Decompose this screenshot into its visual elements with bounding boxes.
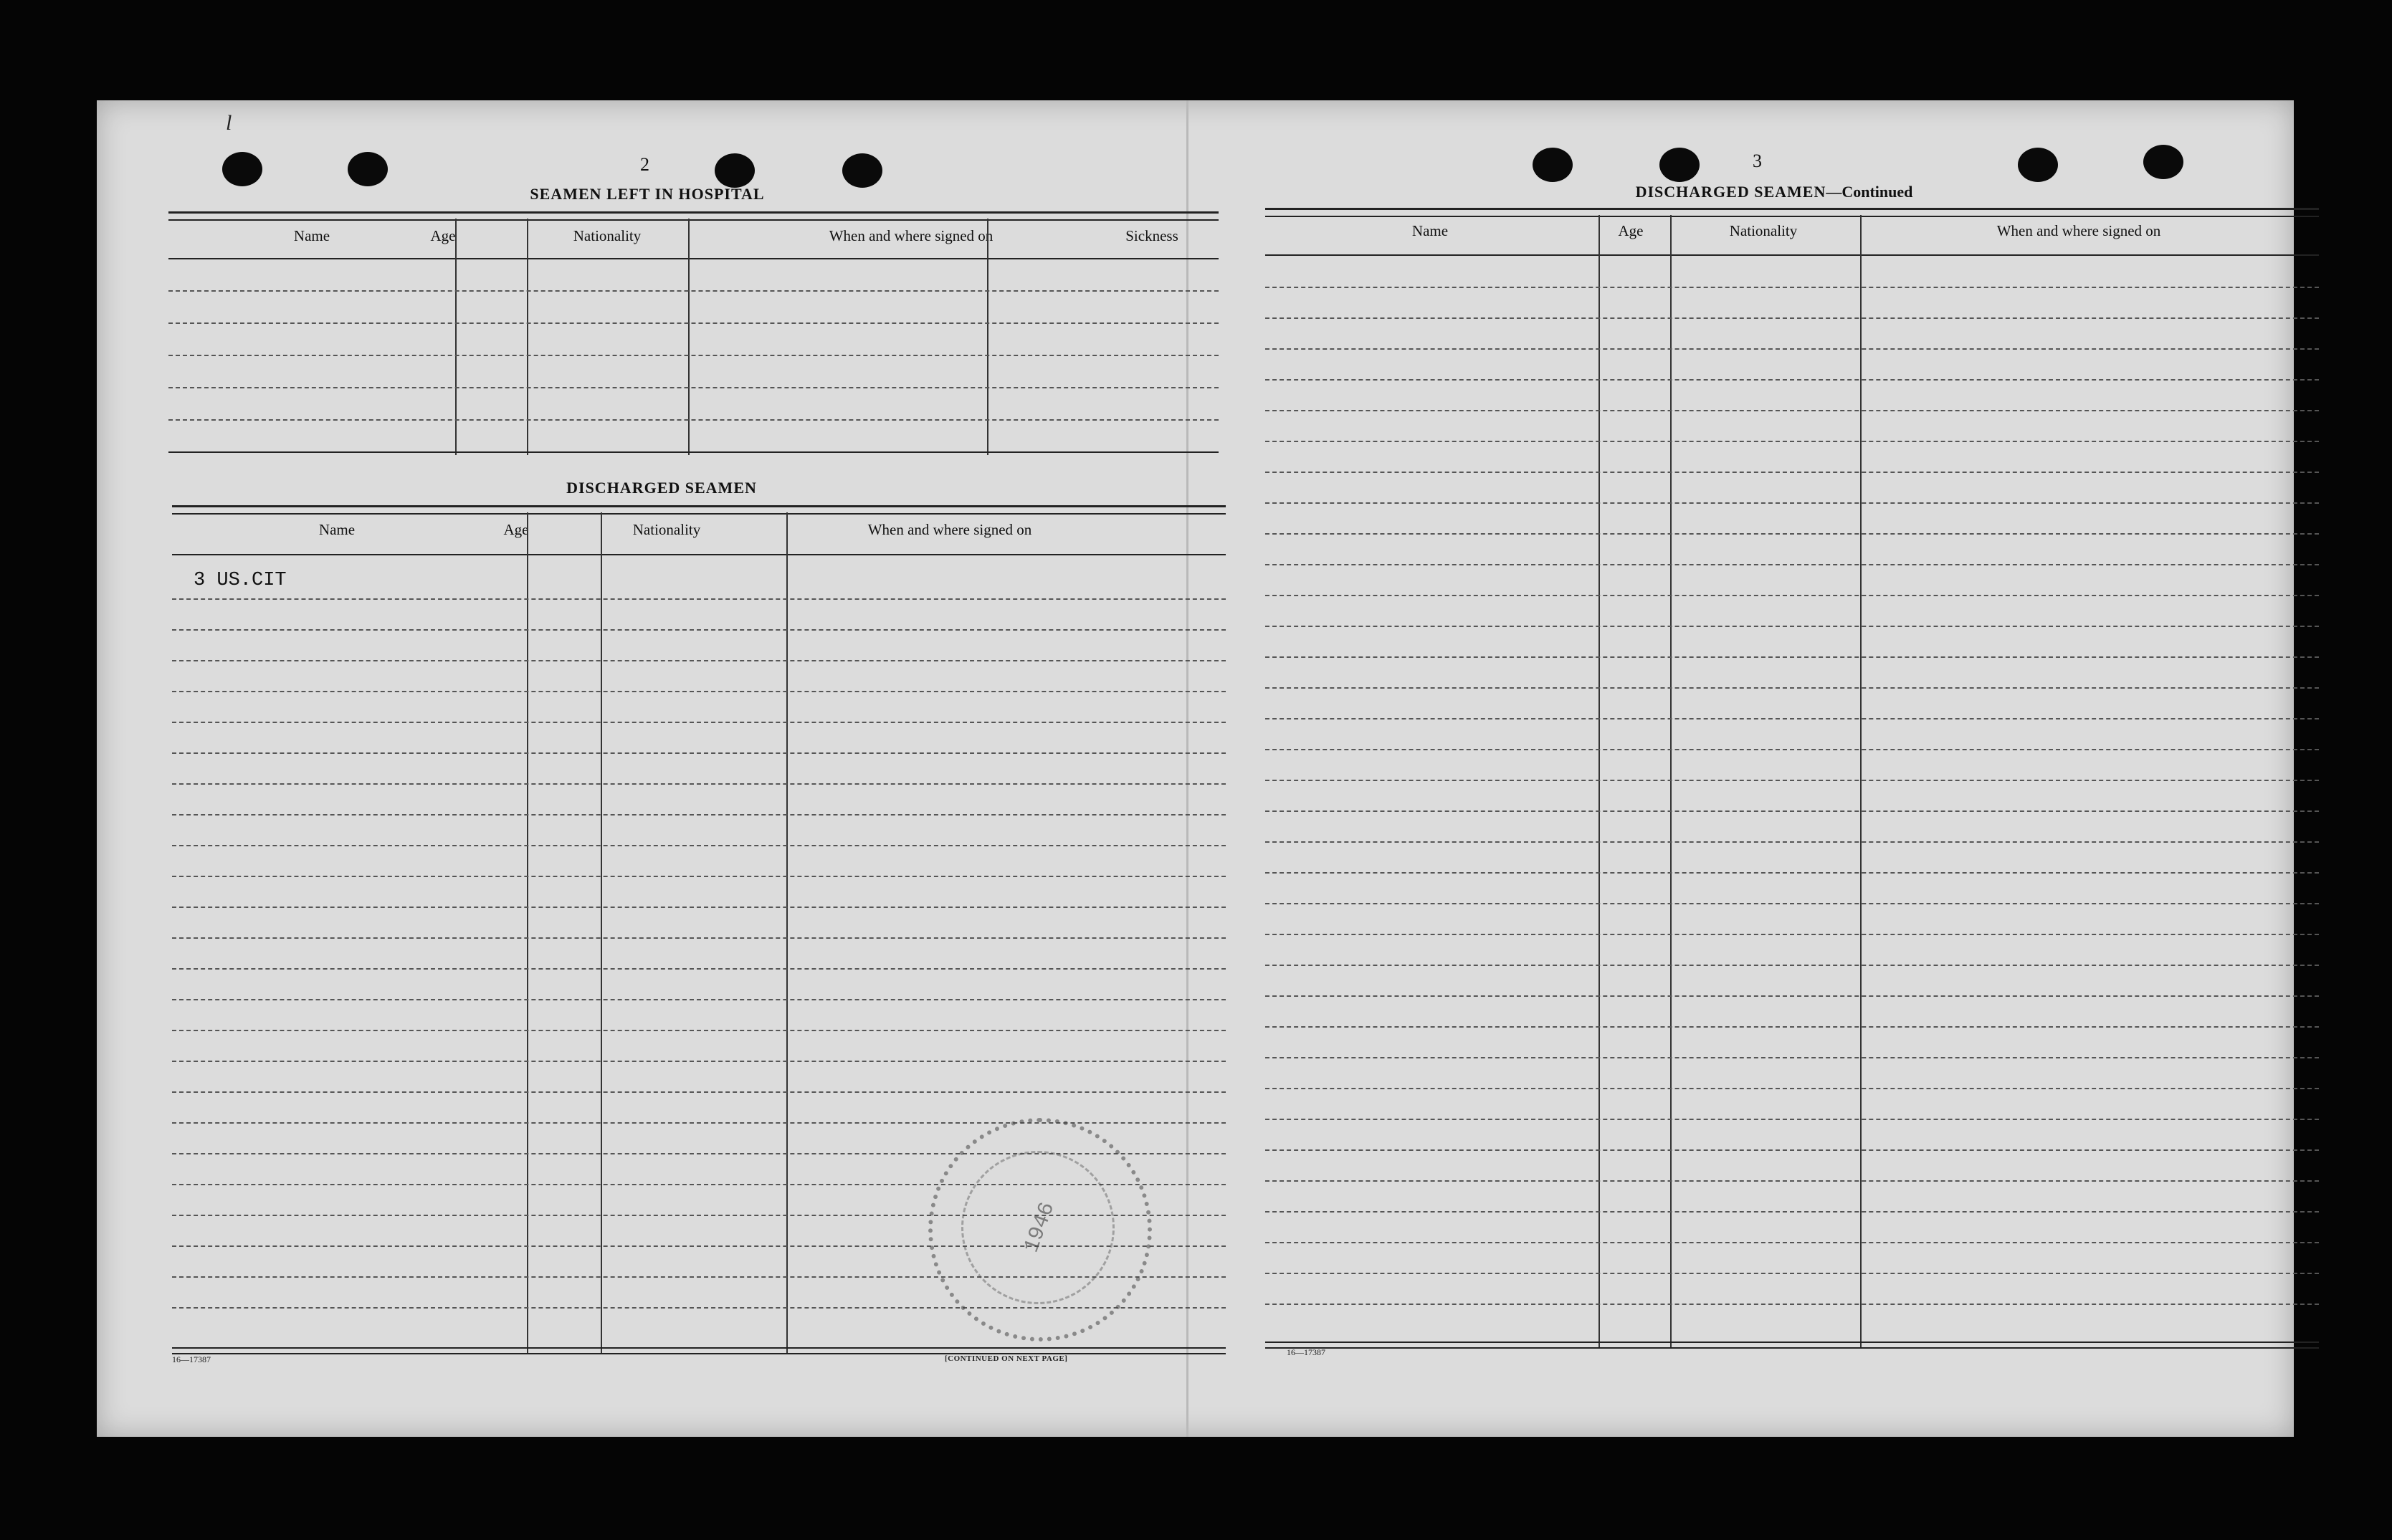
table-row [1265, 1026, 2319, 1028]
discharged-continued-table [1265, 208, 2319, 1354]
table-row [168, 387, 1219, 388]
table-row [172, 937, 1226, 939]
table-row [1265, 841, 2319, 843]
table-row [1265, 626, 2319, 627]
table-row [1265, 287, 2319, 288]
column-divider [786, 512, 788, 1354]
table-row [1265, 687, 2319, 689]
column-divider [1598, 215, 1600, 1347]
table-row [1265, 903, 2319, 904]
table-row [172, 660, 1226, 661]
table-row [1265, 1180, 2319, 1182]
table-row [1265, 472, 2319, 473]
col-header-name: Name [1411, 222, 1449, 239]
page-number-right: 3 [1753, 150, 1762, 171]
col-header-nationality: Nationality [573, 227, 642, 244]
col-header-age: Age [503, 521, 529, 538]
discharged-entry-name: 3 US.CIT [194, 570, 287, 591]
table-row [1265, 1149, 2319, 1151]
punch-hole [715, 153, 755, 188]
table-row [168, 419, 1219, 421]
table-row [172, 783, 1226, 785]
table-bottom-rule [168, 451, 1219, 453]
corner-handwritten-mark: l [226, 111, 232, 135]
table-top-rule [1265, 208, 2319, 217]
postmark-text: 1946 [1019, 1199, 1061, 1256]
table-top-rule [168, 211, 1219, 221]
col-header-signed-on: When and where signed on [829, 227, 994, 244]
table-row [1265, 965, 2319, 966]
table-row [1265, 379, 2319, 381]
table-row [172, 845, 1226, 846]
col-header-age: Age [1618, 222, 1644, 239]
table-row [168, 322, 1219, 324]
col-header-name: Name [318, 521, 356, 538]
document-spread [97, 100, 2294, 1437]
table-row [1265, 718, 2319, 719]
table-row [168, 355, 1219, 356]
punch-hole [1659, 148, 1700, 182]
table-row [1265, 1211, 2319, 1213]
table-row [1265, 656, 2319, 658]
discharged-continued-title [1636, 183, 1913, 201]
table-row [1265, 995, 2319, 997]
header-underline [172, 554, 1226, 555]
hospital-section-title: SEAMEN LEFT IN HOSPITAL [530, 185, 765, 203]
table-row [1265, 780, 2319, 781]
header-underline [168, 258, 1219, 259]
table-row [1265, 1242, 2319, 1243]
table-row [172, 722, 1226, 723]
table-bottom-rule [1265, 1341, 2319, 1349]
table-row [1265, 410, 2319, 411]
table-row [1265, 595, 2319, 596]
table-row [1265, 564, 2319, 565]
discharged-section-title: DISCHARGED SEAMEN [566, 479, 757, 497]
col-header-name: Name [293, 227, 330, 244]
table-top-rule [172, 505, 1226, 515]
table-row [172, 691, 1226, 692]
column-divider [527, 512, 528, 1354]
table-row [172, 814, 1226, 816]
table-row [1265, 348, 2319, 350]
discharged-continued-title-main: DISCHARGED SEAMEN [1635, 183, 1826, 201]
col-header-sickness: Sickness [1125, 227, 1178, 244]
table-row [172, 1030, 1226, 1031]
table-row [1265, 317, 2319, 319]
table-row [172, 629, 1226, 631]
table-row [172, 598, 1226, 600]
punch-hole [842, 153, 882, 188]
table-row [1265, 1088, 2319, 1089]
punch-hole [1533, 148, 1573, 182]
table-row [1265, 810, 2319, 812]
table-row [1265, 872, 2319, 874]
table-row [1265, 1119, 2319, 1120]
punch-hole [2143, 145, 2183, 179]
table-row [1265, 749, 2319, 750]
col-header-age: Age [430, 227, 456, 244]
table-row [172, 1091, 1226, 1093]
table-row [1265, 533, 2319, 535]
table-row [172, 968, 1226, 970]
punch-hole [348, 152, 388, 186]
punch-hole [222, 152, 262, 186]
table-row [168, 290, 1219, 292]
form-code-right: 16—17387 [1287, 1347, 1325, 1357]
column-divider [1860, 215, 1862, 1347]
table-row [1265, 502, 2319, 504]
table-row [172, 907, 1226, 908]
continued-note: [CONTINUED ON NEXT PAGE] [945, 1354, 1068, 1363]
table-row [172, 876, 1226, 877]
table-row [1265, 1273, 2319, 1274]
col-header-signed-on: When and where signed on [867, 521, 1032, 538]
page-number-left: 2 [640, 154, 649, 175]
punch-hole [2018, 148, 2058, 182]
col-header-nationality: Nationality [1729, 222, 1798, 239]
table-row [1265, 441, 2319, 442]
table-row [1265, 1304, 2319, 1305]
column-divider [601, 512, 602, 1354]
table-row [1265, 1057, 2319, 1058]
table-row [172, 999, 1226, 1000]
discharged-continued-suffix: —Continued [1826, 183, 1913, 201]
header-underline [1265, 254, 2319, 256]
table-row [1265, 934, 2319, 935]
col-header-nationality: Nationality [632, 521, 701, 538]
postmark-stamp [928, 1118, 1152, 1341]
table-row [172, 752, 1226, 754]
form-code-left: 16—17387 [172, 1354, 211, 1364]
column-divider [1670, 215, 1672, 1347]
col-header-signed-on: When and where signed on [1996, 222, 2161, 239]
table-bottom-rule [172, 1347, 1226, 1354]
table-row [172, 1061, 1226, 1062]
